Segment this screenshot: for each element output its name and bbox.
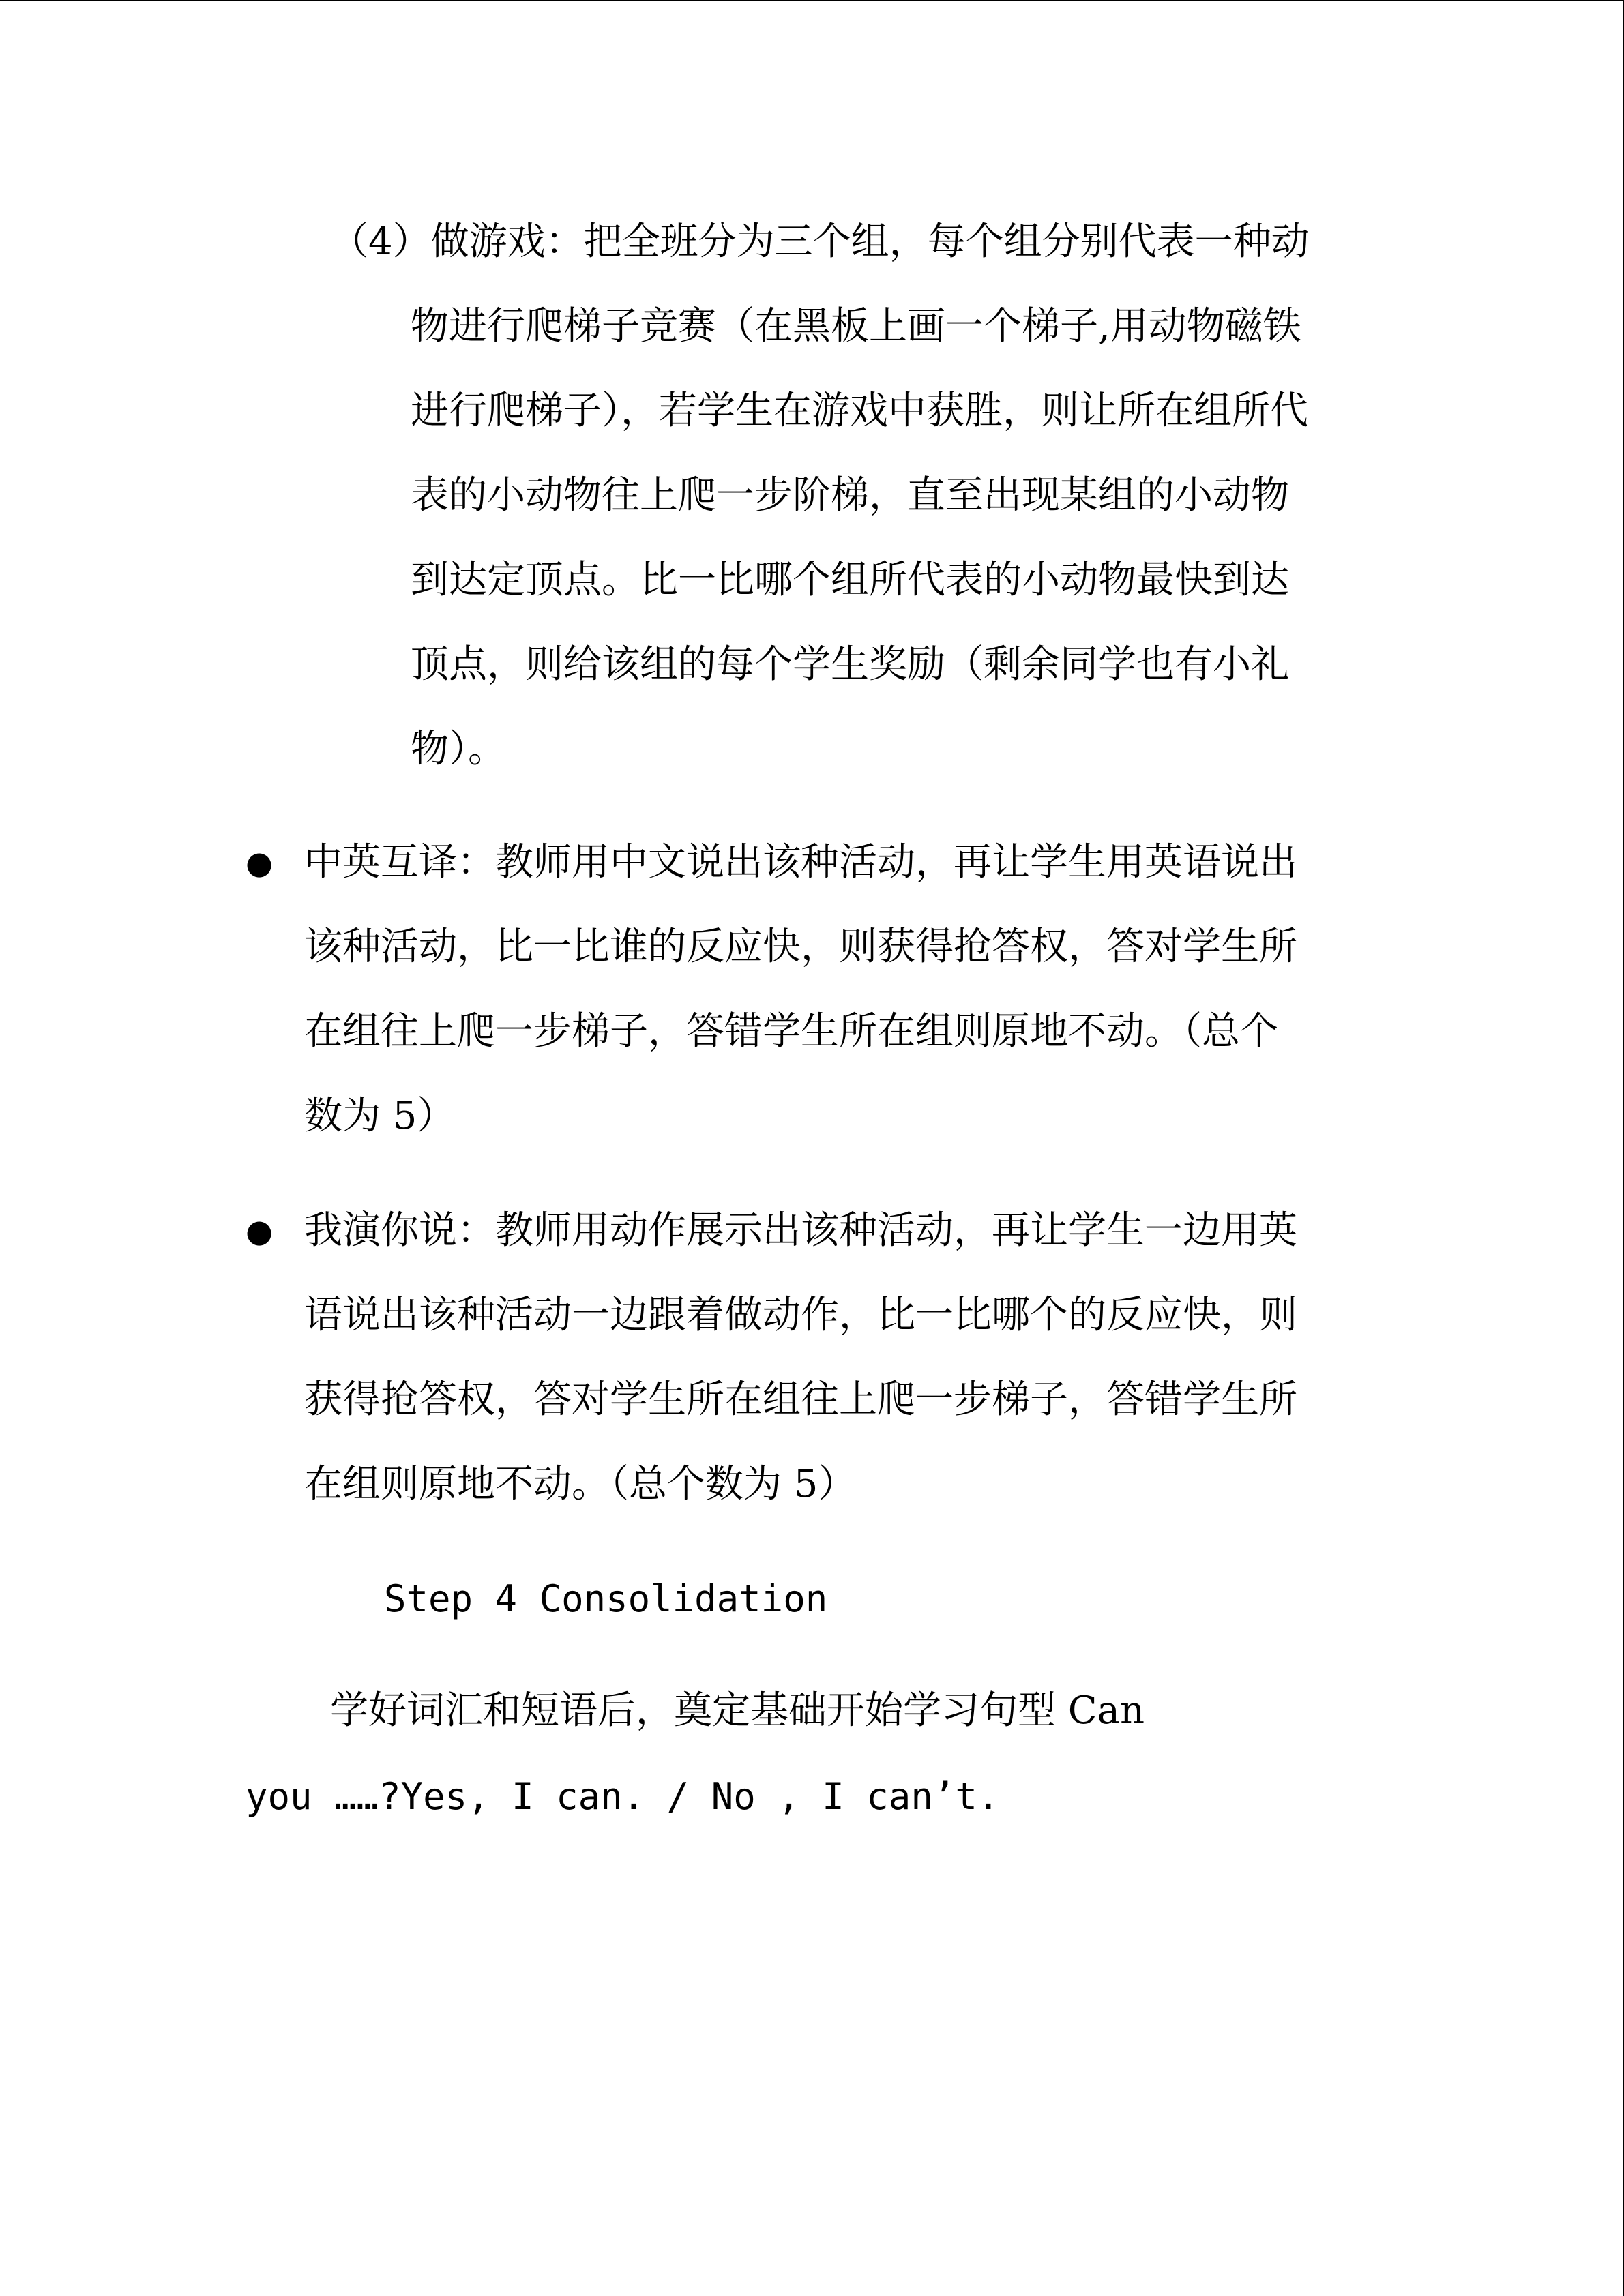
game-item-line-6: 顶点，则给该组的每个学生奖励（剩余同学也有小礼 [411,642,1289,687]
bullet-dot-act: ● [246,1212,274,1249]
translate-line-2: 该种活动，比一比谁的反应快，则获得抢答权，答对学生所 [304,925,1297,969]
closing-line-1: 学好词汇和短语后，奠定基础开始学习句型 Can [330,1688,1145,1733]
act-line-2: 语说出该种活动一边跟着做动作，比一比哪个的反应快，则 [304,1293,1297,1337]
bullet-dot-translate: ● [246,844,274,881]
act-line-1: 我演你说：教师用动作展示出该种活动，再让学生一边用英 [304,1208,1297,1253]
game-item-line-1: （4）做游戏：把全班分为三个组，每个组分别代表一种动 [330,220,1310,264]
translate-line-3: 在组往上爬一步梯子，答错学生所在组则原地不动。（总个 [304,1009,1278,1054]
game-item-line-7: 物）。 [411,727,506,771]
game-item-line-3: 进行爬梯子），若学生在游戏中获胜，则让所在组所代 [411,389,1308,433]
closing-line-2: you ……?Yes, I can. / No , I can’t. [246,1775,1000,1818]
game-item-line-2: 物进行爬梯子竞赛（在黑板上画一个梯子,用动物磁铁 [411,304,1301,348]
act-line-4: 在组则原地不动。（总个数为 5） [304,1462,857,1506]
act-line-3: 获得抢答权，答对学生所在组往上爬一步梯子，答错学生所 [304,1377,1297,1422]
step-heading: Step 4 Consolidation [384,1577,828,1620]
translate-line-4: 数为 5） [304,1094,456,1138]
game-item-line-4: 表的小动物往上爬一步阶梯，直至出现某组的小动物 [411,473,1289,518]
game-item-line-5: 到达定顶点。比一比哪个组所代表的小动物最快到达 [411,558,1289,602]
translate-line-1: 中英互译：教师用中文说出该种活动，再让学生用英语说出 [304,840,1297,884]
